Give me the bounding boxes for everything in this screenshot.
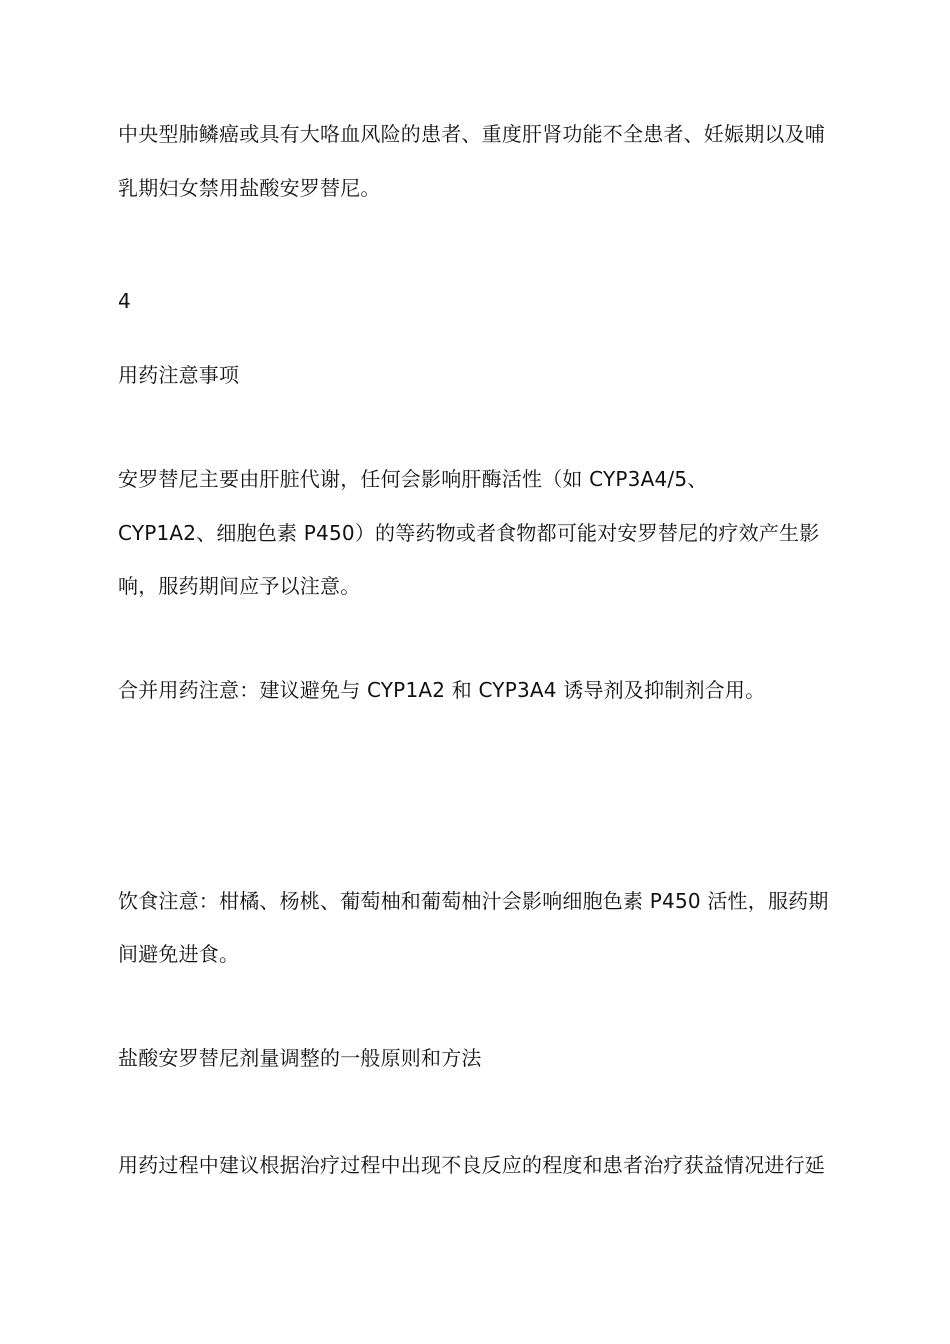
paragraph-metabolism-line-3: 响，服药期间应予以注意。 [118,574,361,598]
paragraph-contraindication-line-1: 中央型肺鳞癌或具有大咯血风险的患者、重度肝肾功能不全患者、妊娠期以及哺 [118,122,825,146]
paragraph-combination-drugs: 合并用药注意：建议避免与 CYP1A2 和 CYP3A4 诱导剂及抑制剂合用。 [118,678,766,702]
paragraph-contraindication-line-2: 乳期妇女禁用盐酸安罗替尼。 [118,176,381,200]
section-number: 4 [118,289,131,313]
paragraph-metabolism-line-2: CYP1A2、细胞色素 P450）的等药物或者食物都可能对安罗替尼的疗效产生影 [118,521,820,545]
paragraph-dose-adjustment-line-1: 用药过程中建议根据治疗过程中出现不良反应的程度和患者治疗获益情况进行延 [118,1153,825,1177]
paragraph-diet-line-2: 间避免进食。 [118,942,240,966]
paragraph-diet-line-1: 饮食注意：柑橘、杨桃、葡萄柚和葡萄柚汁会影响细胞色素 P450 活性，服药期 [118,889,829,913]
section-heading: 用药注意事项 [118,363,240,387]
subheading-dose-adjustment: 盐酸安罗替尼剂量调整的一般原则和方法 [118,1046,482,1070]
paragraph-metabolism-line-1: 安罗替尼主要由肝脏代谢，任何会影响肝酶活性（如 CYP3A4/5、 [118,467,708,491]
